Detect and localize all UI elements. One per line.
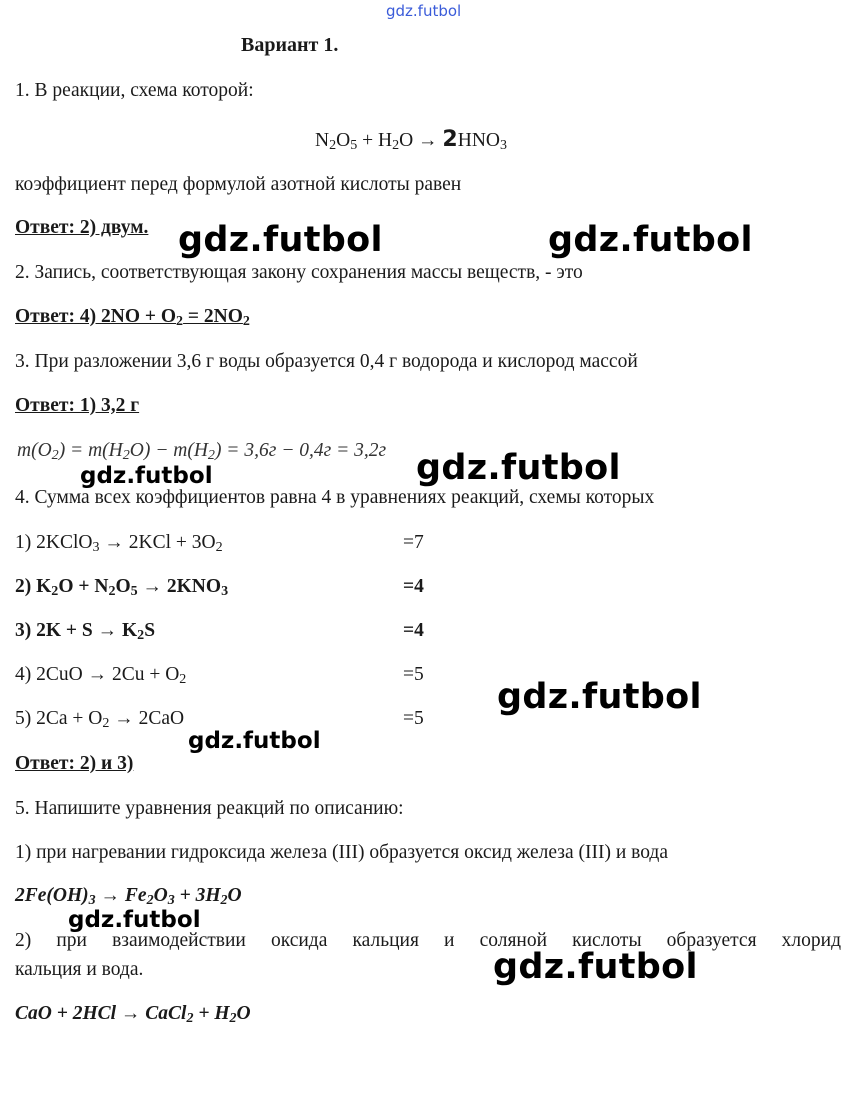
q5-equation-2: CaO + 2HCl → CaCl$_2$ + $H_2O$ [15,1003,251,1027]
q5-equation-1: $2Fe(OH)_3 \to Fe_2O_3 + 3H_2O$ [15,885,242,909]
q3-question: 3. При разложении 3,6 г воды образуется 0,4 г водорода и кислород массой [15,351,638,372]
q1-question: 1. В реакции, схема которой: [15,80,254,101]
q4-option-5-sum: =5 [403,708,424,729]
q4-option-1-sum: =7 [403,532,424,553]
q4-option-2: 2) $K_2O + N_2O_5 \to 2KNO_3$ [15,576,229,600]
q4-option-1: 1) 2KClO$_3$ → $2KCl + 3O_2$ [15,532,223,556]
q1-equation: $N_2O_5 + H_2O \to 2HNO_3$ [315,127,507,154]
q3-answer: Ответ: 1) 3,2 г [15,395,140,416]
watermark: gdz.futbol [416,448,621,488]
watermark: gdz.futbol [68,907,201,933]
watermark: gdz.futbol [548,220,753,260]
q5-question: 5. Напишите уравнения реакций по описанию: [15,798,404,819]
q4-question: 4. Сумма всех коэффициентов равна 4 в уравнениях реакций, схемы которых [15,487,655,508]
q2-answer: Ответ: 4) $2NO + O_2 = 2NO_2$ [15,306,250,330]
watermark: gdz.futbol [188,728,321,754]
q5-item-1: 1) при нагревании гидроксида железа (III) образуется оксид железа (III) и вода [15,842,668,863]
q4-option-5: 5) $2Ca + O_2 \to 2CaO$ [15,708,185,732]
q4-option-3: 3) $2K + S \to K_2S$ [15,620,156,644]
q4-option-2-sum: =4 [403,576,424,597]
site-watermark-top: gdz.futbol [386,2,462,20]
watermark: gdz.futbol [493,947,698,987]
q4-option-3-sum: =4 [403,620,424,641]
q2-question: 2. Запись, соответствующая закону сохранения массы веществ, - это [15,262,583,283]
watermark: gdz.futbol [80,463,213,489]
q4-option-4-sum: =5 [403,664,424,685]
watermark: gdz.futbol [497,677,702,717]
q1-answer: Ответ: 2) двум. [15,217,149,238]
q5-item-2-line-1: 2) при взаимодействии оксида кальция и соляной кислоты образуется хлорид [15,930,841,951]
q1-text: коэффициент перед формулой азотной кислоты равен [15,174,462,195]
q5-item-2-line-2: кальция и вода. [15,959,144,980]
page-title: Вариант 1. [241,34,339,56]
q4-answer: Ответ: 2) и 3) [15,753,134,774]
q3-formula: $m(O_2) = m(H_2O) - m(H_2) = 3,6г - 0,4г = 3,2г$ [17,440,387,464]
watermark: gdz.futbol [178,220,383,260]
q4-option-4: 4) $2CuO \to 2Cu + O_2$ [15,664,187,688]
